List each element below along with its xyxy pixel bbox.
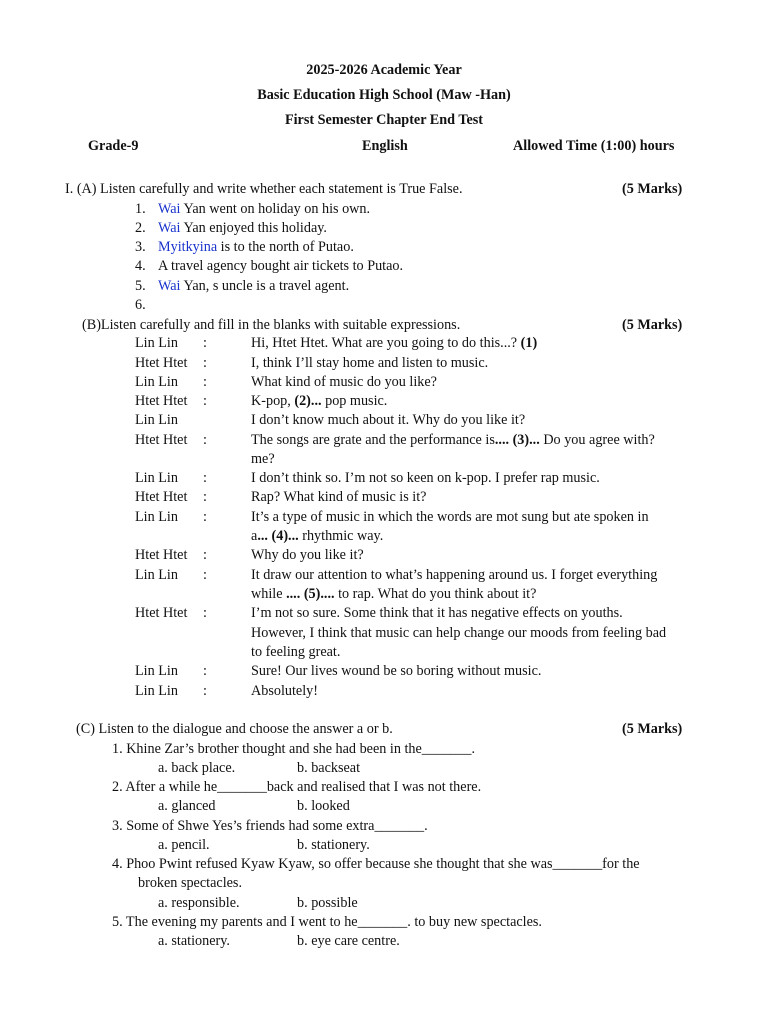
speaker-name: Htet Htet (135, 393, 188, 409)
speaker-colon: : (203, 432, 207, 448)
dialogue-text (251, 393, 387, 410)
option-a: a. glanced (158, 798, 216, 814)
speaker-colon: : (203, 509, 207, 525)
academic-year: 2025-2026 Academic Year (306, 62, 462, 78)
dialogue-text-post: rhythmic way. (298, 528, 384, 544)
speaker-name: Lin Lin (135, 412, 178, 428)
statement-text (158, 258, 403, 275)
dialogue-text (251, 355, 488, 372)
statement-text (158, 220, 327, 237)
section-a-marks: (5 Marks) (622, 181, 683, 197)
dialogue-text (251, 547, 364, 564)
blank-marker: ... (4)... (257, 528, 299, 544)
blank-marker: (2)... (294, 393, 322, 409)
speaker-colon: : (203, 470, 207, 486)
statement-rest: Yan enjoyed this holiday. (180, 220, 327, 236)
dialogue-text (251, 470, 600, 487)
dialogue-text (251, 335, 537, 352)
speaker-name: Lin Lin (135, 567, 178, 583)
statement-rest: A travel agency bought air tickets to Putao. (158, 258, 404, 274)
speaker-name: Htet Htet (135, 489, 188, 505)
subject-label: English (362, 138, 408, 154)
speaker-colon: : (203, 489, 207, 505)
speaker-name: Lin Lin (135, 683, 178, 699)
speaker-name: Htet Htet (135, 432, 188, 448)
question-text: 1. Khine Zar’s brother thought and she had been in the_______. (112, 741, 476, 757)
question-text-continued: broken spectacles. (138, 875, 242, 891)
dialogue-text (251, 683, 318, 700)
dialogue-text (251, 374, 437, 391)
time-label: Allowed Time (1:00) hours (513, 138, 675, 154)
statement-text (158, 239, 354, 256)
item-number: 1. (135, 201, 146, 217)
option-a: a. back place. (158, 760, 236, 776)
statement-rest: is to the north of Putao. (217, 239, 354, 255)
dialogue-text-pre: Absolutely! (251, 683, 318, 699)
statement-item (0, 220, 768, 238)
dialogue-line (0, 489, 768, 507)
dialogue-text (251, 605, 623, 622)
dialogue-line (0, 528, 768, 546)
dialogue-text-post: to rap. What do you think about it? (334, 586, 537, 602)
speaker-name: Htet Htet (135, 605, 188, 621)
dialogue-line (0, 335, 768, 353)
proper-name: Wai (158, 220, 181, 236)
section-b-title: (B)Listen carefully and fill in the blanks with suitable expressions. (82, 317, 461, 333)
dialogue-text-pre: a (251, 528, 258, 544)
dialogue-text-pre: What kind of music do you like? (251, 374, 437, 390)
grade-label: Grade-9 (88, 138, 139, 154)
item-number: 3. (135, 239, 146, 255)
speaker-name: Lin Lin (135, 663, 178, 679)
question-text: 5. The evening my parents and I went to he_______. to buy new spectacles. (112, 914, 542, 930)
dialogue-text-pre: Sure! Our lives wound be so boring without music. (251, 663, 542, 679)
dialogue-text-pre: It’s a type of music in which the words are mot sung but ate spoken in (251, 509, 649, 525)
option-a: a. pencil. (158, 837, 210, 853)
dialogue-text-pre: me? (251, 451, 275, 467)
dialogue-line (0, 412, 768, 430)
dialogue-text-pre: Rap? What kind of music is it? (251, 489, 427, 505)
dialogue-line (0, 567, 768, 585)
statement-text (158, 278, 349, 295)
item-number: 6. (135, 297, 146, 313)
dialogue-line (0, 393, 768, 411)
dialogue-text (251, 489, 426, 506)
dialogue-line (0, 586, 768, 604)
dialogue-text-post: Do you agree with? (539, 432, 655, 448)
dialogue-text-pre: It draw our attention to what’s happening around us. I forget everything (251, 567, 658, 583)
dialogue-line (0, 605, 768, 623)
statement-item (0, 201, 768, 219)
speaker-colon: : (203, 547, 207, 563)
blank-marker: (1) (520, 335, 538, 351)
dialogue-text-pre: while (251, 586, 287, 602)
speaker-colon: : (203, 683, 207, 699)
dialogue-text (251, 432, 655, 449)
dialogue-text (251, 663, 541, 680)
dialogue-text-pre: I don’t know much about it. Why do you like it? (251, 412, 526, 428)
speaker-colon: : (203, 393, 207, 409)
option-b: b. backseat (297, 760, 361, 776)
dialogue-text (251, 586, 536, 603)
dialogue-line (0, 644, 768, 662)
speaker-colon: : (203, 355, 207, 371)
dialogue-text-pre: I don’t think so. I’m not so keen on k-pop. I prefer rap music. (251, 470, 600, 486)
dialogue-line (0, 683, 768, 701)
speaker-name: Lin Lin (135, 509, 178, 525)
proper-name: Wai (158, 201, 181, 217)
speaker-colon: : (203, 374, 207, 390)
blank-marker: .... (5).... (286, 586, 335, 602)
dialogue-text-pre: However, I think that music can help change our moods from feeling bad (251, 625, 667, 641)
dialogue-text-pre: K-pop, (251, 393, 295, 409)
blank-marker: .... (3)... (494, 432, 540, 448)
speaker-colon: : (203, 605, 207, 621)
statement-item (0, 258, 768, 276)
dialogue-line (0, 451, 768, 469)
speaker-colon: : (203, 663, 207, 679)
option-b: b. looked (297, 798, 350, 814)
dialogue-text-pre: Why do you like it? (251, 547, 364, 563)
dialogue-line (0, 470, 768, 488)
item-number: 2. (135, 220, 146, 236)
speaker-name: Lin Lin (135, 335, 178, 351)
section-b-marks: (5 Marks) (622, 317, 683, 333)
statement-item (0, 278, 768, 296)
dialogue-text-pre: The songs are grate and the performance is (251, 432, 495, 448)
speaker-name: Htet Htet (135, 547, 188, 563)
dialogue-text (251, 625, 666, 642)
question-text: 2. After a while he_______back and realised that I was not there. (112, 779, 482, 795)
proper-name: Wai (158, 278, 181, 294)
item-number: 5. (135, 278, 146, 294)
dialogue-line (0, 509, 768, 527)
dialogue-line (0, 625, 768, 643)
speaker-name: Lin Lin (135, 374, 178, 390)
option-a: a. stationery. (158, 933, 230, 949)
dialogue-line (0, 663, 768, 681)
dialogue-text (251, 567, 657, 584)
statement-item (0, 239, 768, 257)
question-text: 3. Some of Shwe Yes’s friends had some extra_______. (112, 818, 428, 834)
option-b: b. stationery. (297, 837, 370, 853)
question-text: 4. Phoo Pwint refused Kyaw Kyaw, so offer because she thought that she was_______for the (112, 856, 640, 872)
statement-text (158, 201, 370, 218)
section-c-title: (C) Listen to the dialogue and choose the answer a or b. (76, 721, 393, 737)
dialogue-text-pre: to feeling great. (251, 644, 341, 660)
option-b: b. eye care centre. (297, 933, 400, 949)
statement-rest: Yan, s uncle is a travel agent. (180, 278, 350, 294)
dialogue-line (0, 547, 768, 565)
item-number: 4. (135, 258, 146, 274)
section-a-title: I. (A) Listen carefully and write whether each statement is True False. (65, 181, 463, 197)
dialogue-line (0, 432, 768, 450)
school-name: Basic Education High School (Maw -Han) (257, 87, 511, 103)
dialogue-text (251, 509, 649, 526)
dialogue-text (251, 528, 383, 545)
dialogue-text (251, 451, 275, 468)
dialogue-text-pre: Hi, Htet Htet. What are you going to do this...? (251, 335, 521, 351)
section-c-marks: (5 Marks) (622, 721, 683, 737)
dialogue-text (251, 644, 340, 661)
statement-item (0, 297, 768, 315)
statement-rest: Yan went on holiday on his own. (180, 201, 371, 217)
proper-name: Myitkyina (158, 239, 218, 255)
speaker-colon: : (203, 567, 207, 583)
option-a: a. responsible. (158, 895, 240, 911)
option-b: b. possible (297, 895, 358, 911)
dialogue-line (0, 374, 768, 392)
dialogue-text-pre: I, think I’ll stay home and listen to music. (251, 355, 489, 371)
speaker-name: Lin Lin (135, 470, 178, 486)
dialogue-text (251, 412, 525, 429)
speaker-colon: : (203, 335, 207, 351)
dialogue-text-post: pop music. (321, 393, 388, 409)
test-title: First Semester Chapter End Test (284, 112, 484, 128)
dialogue-text-pre: I’m not so sure. Some think that it has negative effects on youths. (251, 605, 623, 621)
dialogue-line (0, 355, 768, 373)
speaker-name: Htet Htet (135, 355, 188, 371)
